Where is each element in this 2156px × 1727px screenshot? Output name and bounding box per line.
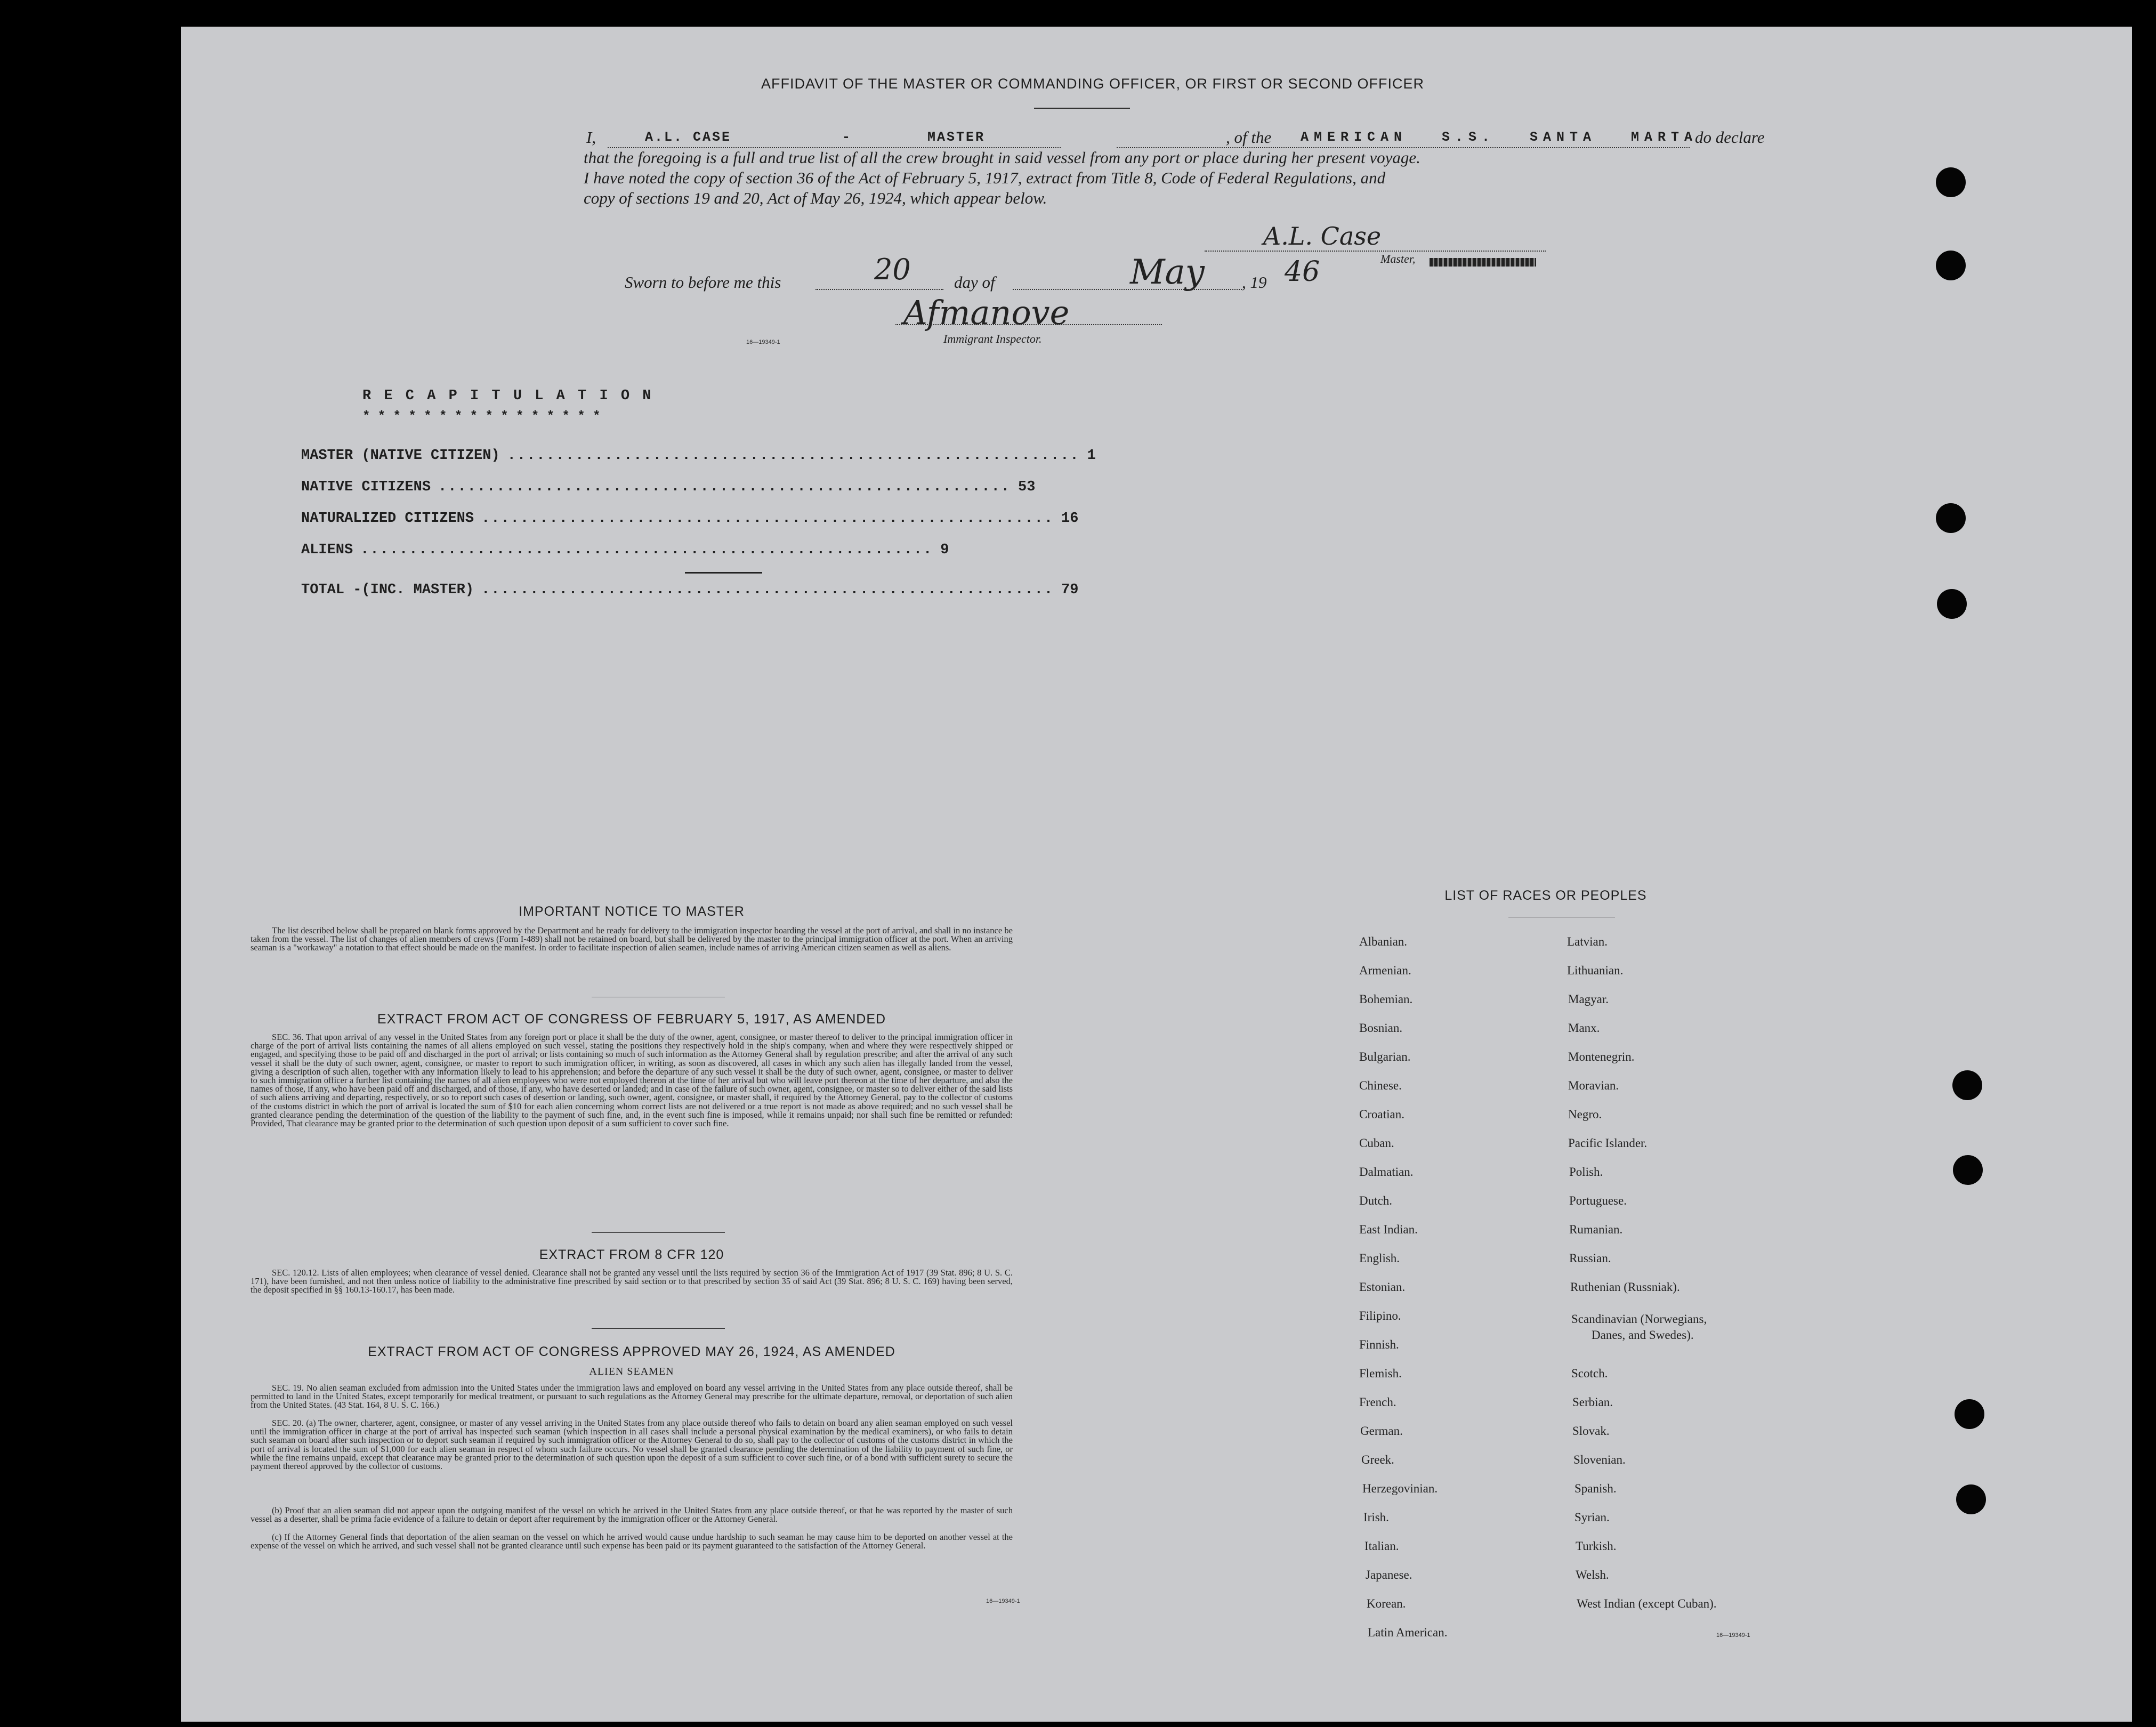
- recap-row: [301, 479, 1036, 495]
- recap-total-value: 79: [1061, 582, 1079, 598]
- race-item: Portuguese.: [1569, 1194, 1627, 1207]
- extract-1924-title: EXTRACT FROM ACT OF CONGRESS APPROVED MAY 26, 1924, AS AMENDED: [368, 1344, 895, 1359]
- race-item: Albanian.: [1359, 935, 1408, 948]
- race-item: Herzegovinian.: [1362, 1482, 1438, 1495]
- recap-leader: ...........................................................: [481, 511, 1054, 527]
- inspector-label: Immigrant Inspector.: [943, 332, 1042, 345]
- recap-leader: ...........................................................: [507, 448, 1080, 464]
- recap-row: [301, 448, 1096, 464]
- dash: -: [842, 130, 852, 145]
- extract-cfr-title: EXTRACT FROM 8 CFR 120: [539, 1247, 724, 1262]
- of-the-label: , of the: [1226, 128, 1272, 147]
- master-label: Master,: [1380, 252, 1416, 265]
- recap-total-row: [301, 582, 1079, 598]
- race-item: Magyar.: [1568, 992, 1609, 1006]
- race-item: Polish.: [1569, 1165, 1603, 1179]
- master-sign-line: [1205, 251, 1546, 252]
- race-item: Pacific Islander.: [1568, 1136, 1648, 1150]
- recap-row: [301, 511, 1079, 527]
- extract-1924-sec20a: SEC. 20. (a) The owner, charterer, agent, consignee, or master of any vessel arriving in the United States from any place outside thereof who fails to detain on board any alien seaman employed on such vessel until the immigration officer in charge at the port of arrival has inspected such seaman (which inspection in all cases shall include a personal physical examination by the medical examiners), or who fails to detain such seaman on board after such inspection or to deport such seaman if required by such immigration officer or the Attorney General to do so, shall pay to the collector of customs of the customs district in which the port of arrival is located the sum of $1,000 for each alien seaman in respect of whom such failure occurs. No vessel shall be granted clearance pending the determination of the liability to payment of such fine, or while the fine remains unpaid, except that clearance may be granted prior to the determination of such question upon the deposit of a sum sufficient to cover such fine, or of a bond with sufficient surety to secure the payment thereof approved by the collector of customs.: [251, 1418, 1013, 1472]
- vessel-name: AMERICAN S.S. SANTA MARTA: [1301, 130, 1698, 145]
- race-item: Rumanian.: [1569, 1223, 1623, 1236]
- race-item: Slovak.: [1572, 1424, 1610, 1438]
- day-of-label: day of: [954, 273, 995, 292]
- race-item: West Indian (except Cuban).: [1577, 1597, 1717, 1610]
- race-item: Armenian.: [1359, 964, 1411, 977]
- race-item: Latvian.: [1567, 935, 1608, 948]
- race-item: Dalmatian.: [1359, 1165, 1414, 1179]
- race-item: Estonian.: [1359, 1280, 1406, 1294]
- affidavit-body-1: that the foregoing is a full and true list of all the crew brought in said vessel from any port or place during her present voyage.: [584, 148, 1420, 167]
- extract-1917-title: EXTRACT FROM ACT OF CONGRESS OF FEBRUARY 5, 1917, AS AMENDED: [377, 1012, 886, 1027]
- document-page: [181, 27, 2132, 1722]
- extract-cfr-text: SEC. 120.12. Lists of alien employees; when clearance of vessel denied. Clearance shall not be granted any vessel until the lists required by section 36 of the Immigration Act of 1917 (39 Stat. 896; 8 U. S. C. 171), have been furnished, and not then unless notice of liability to the administrative fine prescribed by said section or to that prescribed by section 35 of said Act (39 Stat. 896; 8 U. S. C. 169) having been served, the deposit specified in §§ 160.13-160.17, has been made.: [251, 1268, 1013, 1295]
- race-item: Serbian.: [1572, 1395, 1613, 1409]
- race-item: Moravian.: [1568, 1079, 1619, 1092]
- race-item: Bosnian.: [1359, 1021, 1403, 1035]
- races-title: LIST OF RACES OR PEOPLES: [1444, 888, 1647, 903]
- race-item: Cuban.: [1359, 1136, 1394, 1150]
- race-item: Lithuanian.: [1567, 964, 1624, 977]
- master-signature: A.L. Case: [1263, 222, 1382, 251]
- recap-leader: ...........................................................: [481, 582, 1054, 598]
- form-number-bottom-right: 16—19349-1: [1716, 1632, 1750, 1639]
- extract-1924-sec20b: (b) Proof that an alien seaman did not appear upon the outgoing manifest of the vessel on which he arrived in the United States from any place outside thereof, or that he was reported by the master of such vessel as a deserter, shall be prima facie evidence of a failure to detain or deport after requirement by the immigration officer or the Attorney General.: [251, 1505, 1013, 1524]
- race-item: Italian.: [1364, 1539, 1399, 1553]
- sworn-label: Sworn to before me this: [625, 273, 781, 292]
- race-item: Latin American.: [1368, 1626, 1448, 1639]
- extract-1924-sec19: SEC. 19. No alien seaman excluded from admission into the United States under the immigration laws and employed on board any vessel arriving in the United States from any place outside thereof, shall be permitted to land in the United States, except temporarily for medical treatment, or pursuant to such regulations as the Attorney General may prescribe for the ultimate departure, removal, or deportation of such alien from the United States. (43 Stat. 164, 8 U. S. C. 166.): [251, 1383, 1013, 1410]
- year-value: 46: [1285, 256, 1320, 288]
- race-item: Turkish.: [1576, 1539, 1617, 1553]
- race-item: English.: [1359, 1252, 1400, 1265]
- race-item: Bulgarian.: [1359, 1050, 1411, 1063]
- title-underline: [1034, 108, 1130, 109]
- notice-text: The list described below shall be prepared on blank forms approved by the Department and be ready for delivery to the immigration inspector boarding the vessel at the port of arrival, and shall in no instance be taken from the vessel. The list of changes of alien members of crews (Form I-489) shall not be retained on board, but shall be delivered by the master to the principal immigration officer at the port. When an arriving seaman is a "workaway" a notation to that effect should be made on the manifest. In order to facilitate inspection of alien seamen, include names of arriving American citizen seamen as well as aliens.: [251, 925, 1013, 953]
- extract-1917-text: SEC. 36. That upon arrival of any vessel in the United States from any foreign port or place it shall be the duty of the owner, agent, consignee, or master thereof to deliver to the principal immigration officer in charge of the port of arrival lists containing the names of all aliens employed on such vessel, stating the positions they respectively hold in the ship's company, when and where they were respectively shipped or engaged, and specifying those to be paid off and discharged in the port of arrival; or lists containing so much of such information as the Attorney General shall by regulation prescribe; and after the arrival of any such vessel it shall be the duty of such owner, agent, consignee, or master to report to such immigration officer, in writing, as soon as discovered, all cases in which any such alien has illegally landed from the vessel, giving a description of such alien, together with any information likely to lead to his apprehension; and before the departure of any such vessel it shall be the duty of such owner, agent, consignee, or master to deliver to such immigration officer a further list containing the names of all alien employees who were not employed thereon at the time of her arrival but who will leave port thereon at the time of her departure, and also the names of those, if any, who have been paid off and discharged, and of those, if any, who have deserted or landed; and in case of the failure of such owner, agent, consignee, or master so to deliver either of the said lists of such aliens arriving and departing, respectively, or so to report such cases of desertion or landing, such owner, agent, consignee, or master shall, if required by the Attorney General, pay to the collector of customs of the customs district in which the port of arrival is located the sum of $10 for each alien concerning whom correct lists are not delivered or a true report is not made as above required; and no such vessel shall be granted clearance pending the determination of the question of the liability to the payment of such fine, and, in the event such fine is imposed, while it remains unpaid; nor shall such fine be remitted or refunded: Provided, That clearance may be granted prior to the determination of such question upon deposit of a sum sufficient to cover such fine.: [251, 1032, 1013, 1129]
- race-item: Welsh.: [1576, 1568, 1609, 1581]
- race-item: Manx.: [1568, 1021, 1600, 1035]
- race-item: Dutch.: [1359, 1194, 1392, 1207]
- recap-value: 9: [940, 542, 949, 558]
- race-item: Filipino.: [1359, 1309, 1401, 1322]
- race-item: Chinese.: [1359, 1079, 1402, 1092]
- race-item: Scandinavian (Norwegians,: [1571, 1312, 1707, 1326]
- section-divider: [592, 1232, 725, 1233]
- struck-title: [1430, 258, 1536, 267]
- day-value: 20: [874, 253, 911, 286]
- race-item: Syrian.: [1574, 1511, 1610, 1524]
- month-value: May: [1130, 253, 1205, 292]
- section-divider: [592, 1328, 725, 1329]
- race-item: French.: [1359, 1395, 1396, 1409]
- day-fill-line: [815, 289, 943, 290]
- race-item: Slovenian.: [1573, 1453, 1626, 1466]
- do-declare-label: do declare: [1695, 128, 1765, 147]
- recap-stars: * * * * * * * * * * * * * * * *: [362, 409, 601, 424]
- i-label: I,: [586, 128, 596, 147]
- race-item: German.: [1360, 1424, 1403, 1438]
- recap-row: [301, 542, 949, 558]
- race-item: Irish.: [1363, 1511, 1389, 1524]
- affidavit-line-1: [586, 127, 1780, 148]
- recap-label: MASTER (NATIVE CITIZEN): [301, 448, 500, 464]
- total-rule: [685, 572, 762, 574]
- race-item: Scotch.: [1571, 1367, 1608, 1380]
- inspector-signature: Afmanove: [903, 293, 1070, 332]
- race-item: Russian.: [1569, 1252, 1611, 1265]
- punch-hole: [1952, 1070, 1982, 1100]
- affidavit-body-2: I have noted the copy of section 36 of the Act of February 5, 1917, extract from Title 8, Code of Federal Regulations, and: [584, 168, 1386, 187]
- punch-hole: [1936, 503, 1966, 533]
- recap-label: ALIENS: [301, 542, 353, 558]
- rank: MASTER: [927, 130, 986, 145]
- form-number-top: 16—19349-1: [746, 339, 780, 345]
- recap-title: R E C A P I T U L A T I O N: [362, 388, 653, 404]
- race-item: Finnish.: [1359, 1338, 1399, 1351]
- affidavit-body-3: copy of sections 19 and 20, Act of May 26, 1924, which appear below.: [584, 189, 1047, 207]
- recap-leader: ...........................................................: [360, 542, 933, 558]
- form-number-bottom-left: 16—19349-1: [986, 1598, 1020, 1604]
- notice-title: IMPORTANT NOTICE TO MASTER: [519, 904, 745, 919]
- race-item: Danes, and Swedes).: [1592, 1328, 1694, 1342]
- race-item: Japanese.: [1366, 1568, 1412, 1581]
- affidavit-title: AFFIDAVIT OF THE MASTER OR COMMANDING OFFICER, OR FIRST OR SECOND OFFICER: [761, 76, 1425, 92]
- race-item: East Indian.: [1359, 1223, 1418, 1236]
- punch-hole: [1955, 1399, 1984, 1429]
- recap-value: 53: [1018, 479, 1036, 495]
- extract-1924-sec20c: (c) If the Attorney General finds that deportation of the alien seaman on the vessel on which he arrived would cause undue hardship to such seaman he may cause him to be deported on another vessel at the expense of the vessel on which he arrived, and such vessel shall not be granted clearance until such expense has been paid or its payment guaranteed to the satisfaction of the Attorney General.: [251, 1532, 1013, 1551]
- race-item: Montenegrin.: [1568, 1050, 1635, 1063]
- race-item: Bohemian.: [1359, 992, 1413, 1006]
- race-item: Flemish.: [1359, 1367, 1402, 1380]
- race-item: Spanish.: [1574, 1482, 1617, 1495]
- recap-label: NATIVE CITIZENS: [301, 479, 431, 495]
- recap-leader: ...........................................................: [438, 479, 1011, 495]
- punch-hole: [1936, 167, 1966, 197]
- month-fill-line: [1013, 289, 1242, 290]
- recap-label: NATURALIZED CITIZENS: [301, 511, 474, 527]
- race-item: Croatian.: [1359, 1108, 1404, 1121]
- recap-total-label: TOTAL -(INC. MASTER): [301, 582, 474, 598]
- punch-hole: [1953, 1155, 1983, 1185]
- master-name: A.L. CASE: [645, 130, 732, 145]
- race-item: Korean.: [1367, 1597, 1406, 1610]
- race-item: Ruthenian (Russniak).: [1570, 1280, 1680, 1294]
- race-item: Negro.: [1568, 1108, 1602, 1121]
- punch-hole: [1937, 589, 1967, 619]
- inspector-sign-line: [895, 324, 1162, 325]
- year-prefix: , 19: [1242, 273, 1267, 292]
- punch-hole: [1936, 251, 1966, 280]
- recap-value: 16: [1061, 511, 1079, 527]
- punch-hole: [1956, 1484, 1986, 1514]
- recap-value: 1: [1087, 448, 1096, 464]
- extract-1924-subtitle: ALIEN SEAMEN: [589, 1366, 674, 1377]
- race-item: Greek.: [1361, 1453, 1394, 1466]
